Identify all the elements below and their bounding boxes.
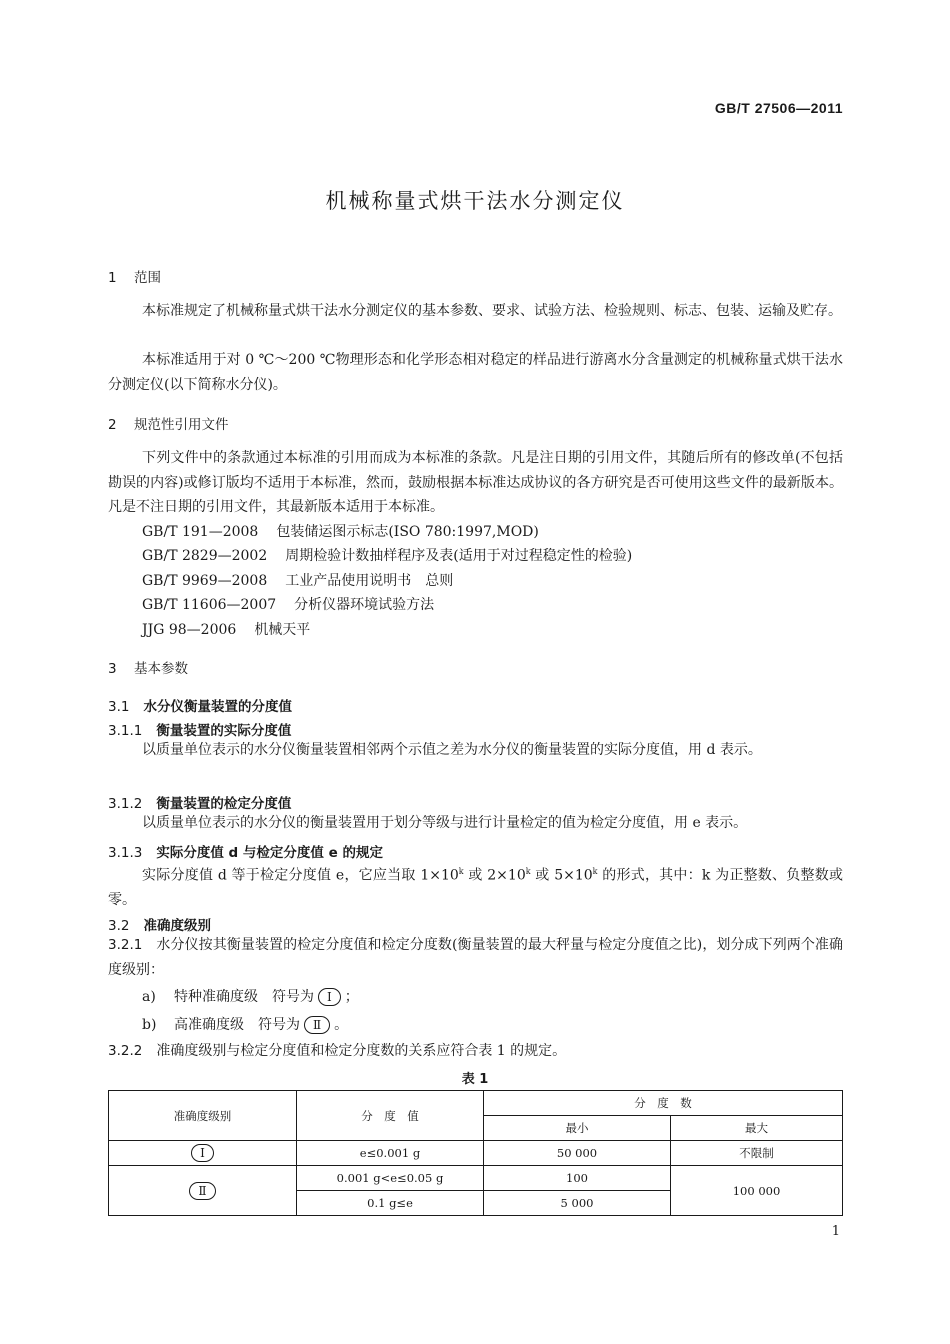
reference-name: 工业产品使用说明书 总则 [285, 573, 454, 589]
accuracy-class-symbol: Ⅱ [189, 1182, 215, 1200]
reference-item [142, 520, 539, 545]
clause-3-2-1-text [108, 933, 843, 982]
clause-3-1-heading [108, 695, 292, 715]
clause-title: 衡量装置的实际分度值 [156, 723, 292, 739]
document-title: 机械称量式烘干法水分测定仪 [325, 189, 625, 213]
reference-item [142, 544, 632, 569]
clause-3-1-1-heading [108, 719, 291, 739]
punctuation: 。 [334, 1017, 349, 1033]
list-label: a) [142, 989, 156, 1005]
accuracy-class-symbol: Ⅱ [304, 1016, 330, 1034]
min-cell: 100 [484, 1166, 671, 1191]
exponent: k [525, 867, 531, 876]
header-max: 最大 [671, 1116, 843, 1141]
section-1-heading [108, 266, 161, 286]
clause-3-2-2-text [108, 1039, 843, 1064]
min-cell: 50 000 [484, 1141, 671, 1166]
clause-body: 水分仪按其衡量装置的检定分度值和检定分度数(衡量装置的最大秤量与检定分度值之比)，划分成下列两个准确度级别： [108, 937, 843, 978]
section-number: 2 [108, 417, 117, 433]
punctuation: ； [344, 989, 359, 1005]
reference-item [142, 569, 453, 594]
clause-3-1-2-heading [108, 792, 291, 812]
clause-number: 3.2.2 [108, 1043, 143, 1059]
clause-number: 3.2.1 [108, 937, 143, 953]
header-division: 分 度 值 [297, 1091, 484, 1141]
table-row [109, 1141, 843, 1166]
list-label: b) [142, 1017, 157, 1033]
clause-number: 3.1.2 [108, 796, 143, 812]
list-item [142, 986, 359, 1006]
clause-number: 3.1 [108, 699, 130, 715]
header-min: 最小 [484, 1116, 671, 1141]
max-cell: 不限制 [671, 1141, 843, 1166]
max-cell: 100 000 [671, 1166, 843, 1216]
section-title: 规范性引用文件 [134, 417, 229, 433]
text-part: 或 5×10 [530, 867, 593, 884]
reference-item [142, 618, 310, 643]
list-item [142, 1014, 348, 1034]
text-part: 的形式，其中：k 为正整数、负整数或零。 [108, 867, 843, 909]
division-cell: 0.001 g<e≤0.05 g [297, 1166, 484, 1191]
reference-name: 周期检验计数抽样程序及表(适用于对过程稳定性的检验) [285, 548, 633, 564]
reference-item [142, 593, 434, 618]
clause-title: 衡量装置的检定分度值 [156, 796, 292, 812]
header-level: 准确度级别 [109, 1091, 297, 1141]
accuracy-class-symbol: Ⅰ [318, 988, 341, 1006]
list-text: 高准确度级 符号为 [174, 1017, 300, 1033]
clause-3-1-1-text: 以质量单位表示的水分仪衡量装置相邻两个示值之差为水分仪的衡量装置的实际分度值，用 d 表示。 [142, 742, 762, 758]
section-title: 基本参数 [134, 661, 188, 677]
division-cell: 0.1 g≤e [297, 1191, 484, 1216]
section-number: 1 [108, 270, 117, 286]
section-1-paragraph-1: 本标准规定了机械称量式烘干法水分测定仪的基本参数、要求、试验方法、检验规则、标志、包装、运输及贮存。 [142, 303, 842, 319]
level-cell [109, 1166, 297, 1216]
section-2-heading [108, 413, 229, 433]
standard-code: GB/T 27506—2011 [714, 100, 843, 116]
text-part: 实际分度值 d 等于检定分度值 e，它应当取 1×10 [142, 867, 459, 884]
table-caption: 表 1 [461, 1072, 489, 1087]
reference-name: 分析仪器环境试验方法 [294, 597, 435, 613]
clause-number: 3.1.3 [108, 845, 143, 861]
min-cell: 5 000 [484, 1191, 671, 1216]
reference-code: GB/T 9969—2008 [142, 573, 268, 589]
clause-number: 3.1.1 [108, 723, 143, 739]
section-2-paragraph: 下列文件中的条款通过本标准的引用而成为本标准的条款。凡是注日期的引用文件，其随后所有的修改单(不包括勘误的内容)或修订版均不适用于本标准，然而，鼓励根据本标准达成协议的各方研究是否可使用这些文件的最新版本。凡是不注日期的引用文件，其最新版本适用于本标准。 [108, 450, 843, 515]
reference-code: GB/T 191—2008 [142, 524, 259, 540]
section-3-heading [108, 657, 188, 677]
accuracy-class-symbol: Ⅰ [191, 1144, 214, 1162]
header-count: 分 度 数 [484, 1091, 843, 1116]
level-cell [109, 1141, 297, 1166]
page-number: 1 [831, 1224, 840, 1239]
division-cell: e≤0.001 g [297, 1141, 484, 1166]
section-title: 范围 [134, 270, 161, 286]
exponent: k [592, 867, 598, 876]
table-header-row [109, 1091, 843, 1116]
reference-name: 包装储运图示标志(ISO 780:1997,MOD) [276, 524, 539, 540]
text-part: 或 2×10 [463, 867, 526, 884]
list-text: 特种准确度级 符号为 [174, 989, 314, 1005]
clause-3-1-3-text [108, 860, 843, 913]
clause-title: 准确度级别 [143, 918, 211, 934]
clause-3-1-2-text: 以质量单位表示的水分仪的衡量装置用于划分等级与进行计量检定的值为检定分度值，用 e 表示。 [142, 815, 748, 831]
clause-3-2-heading [108, 914, 211, 934]
section-1-paragraph-2: 本标准适用于对 0 ℃～200 ℃物理形态和化学形态相对稳定的样品进行游离水分含量测定的机械称量式烘干法水分测定仪(以下简称水分仪)。 [108, 352, 843, 393]
table-1 [108, 1090, 843, 1216]
table-row [109, 1166, 843, 1191]
clause-title: 水分仪衡量装置的分度值 [143, 699, 292, 715]
reference-code: GB/T 2829—2002 [142, 548, 268, 564]
clause-body: 准确度级别与检定分度值和检定分度数的关系应符合表 1 的规定。 [156, 1043, 567, 1059]
clause-number: 3.2 [108, 918, 130, 934]
reference-code: GB/T 11606—2007 [142, 597, 277, 613]
clause-3-1-3-heading [108, 841, 383, 861]
exponent: k [458, 867, 464, 876]
section-number: 3 [108, 661, 117, 677]
reference-code: JJG 98—2006 [142, 622, 237, 638]
clause-title: 实际分度值 d 与检定分度值 e 的规定 [156, 845, 383, 861]
reference-name: 机械天平 [254, 622, 311, 638]
